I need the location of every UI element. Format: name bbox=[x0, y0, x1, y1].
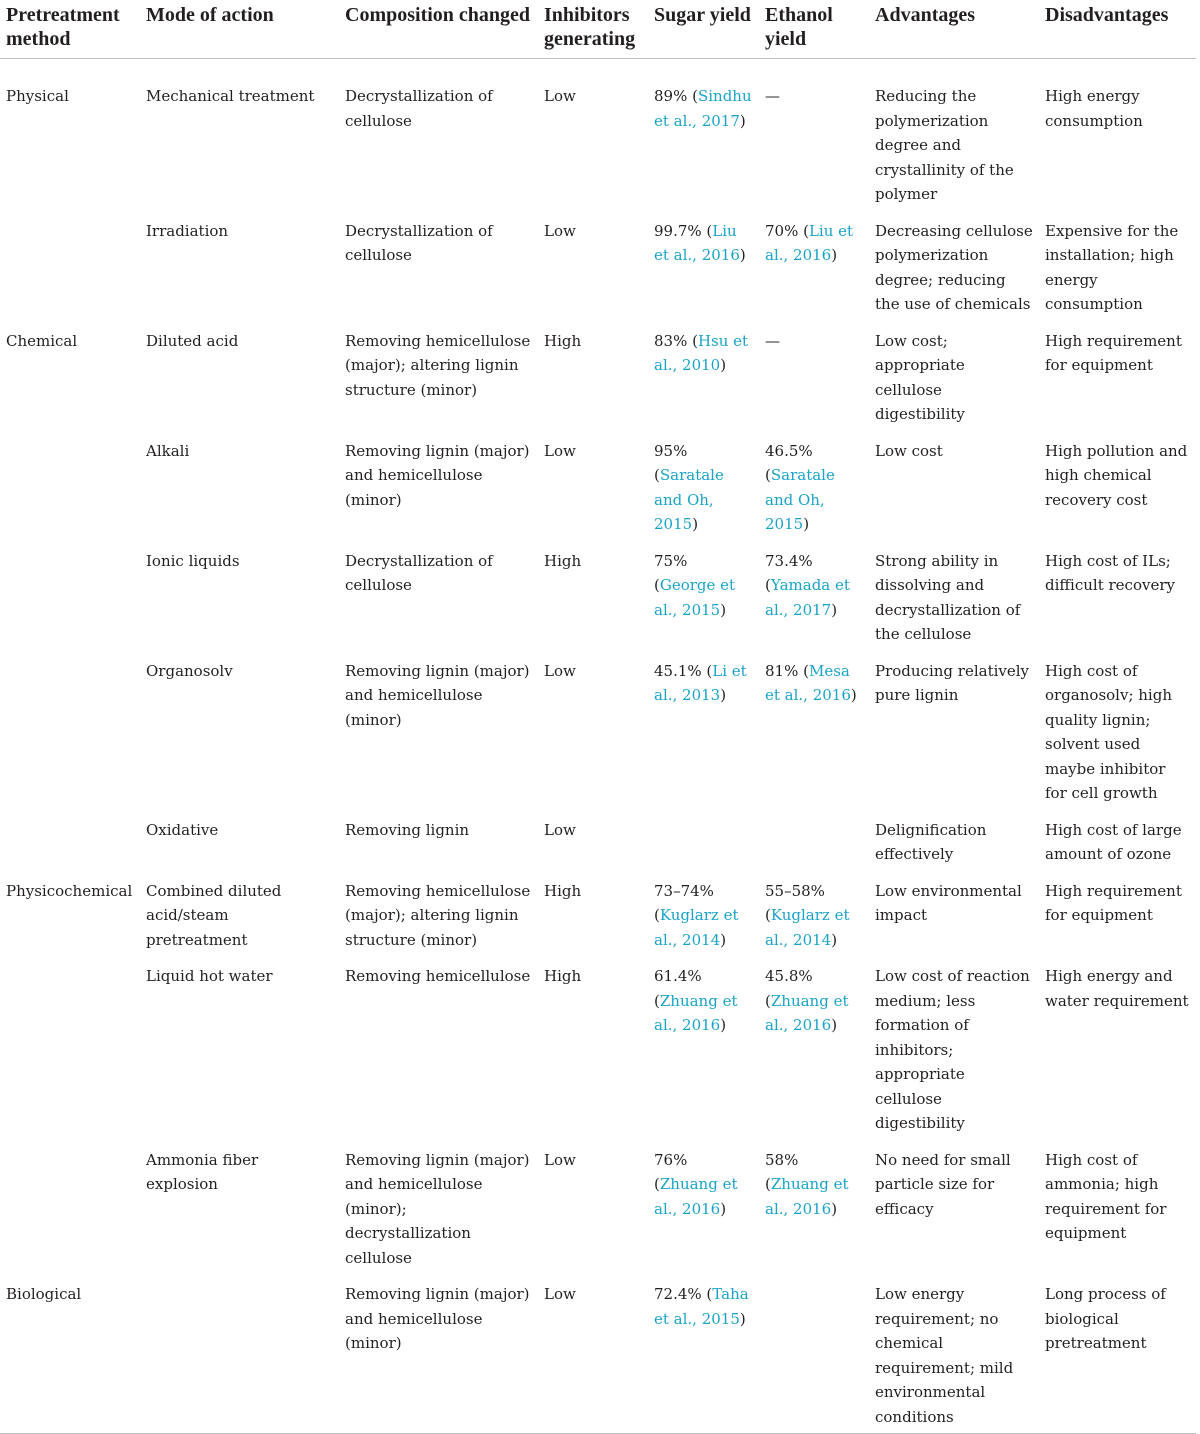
cell-ethanol-yield bbox=[759, 873, 869, 959]
cell-composition: Decrystallization of cellulose bbox=[345, 221, 493, 264]
cell-disadvantages: High cost of ammonia; high requirement for equipment bbox=[1045, 1150, 1167, 1242]
sugar-value: 99.7% ( bbox=[654, 221, 713, 240]
ethanol-value: 70% ( bbox=[765, 221, 809, 240]
table-row bbox=[0, 543, 1196, 653]
cell-method: Biological bbox=[0, 1276, 140, 1434]
cell-advantages: Low cost; appropriate cellulose digestibility bbox=[875, 331, 965, 423]
ethanol-value: 55–58% ( bbox=[765, 881, 825, 924]
sugar-reference-link[interactable]: Li et al., 2013 bbox=[654, 661, 747, 704]
sugar-value: 72.4% ( bbox=[654, 1285, 713, 1303]
sugar-close: ) bbox=[720, 1016, 727, 1034]
cell-method bbox=[0, 812, 140, 873]
ethanol-close: ) bbox=[831, 600, 838, 619]
header-advantages: Advantages bbox=[869, 0, 1039, 59]
cell-sugar-yield bbox=[648, 1276, 759, 1434]
cell-method: Physical bbox=[6, 87, 69, 105]
table-row bbox=[0, 958, 1196, 1142]
sugar-value: 73–74% ( bbox=[654, 881, 714, 924]
cell-ethanol-yield bbox=[759, 433, 869, 543]
header-ethanol-yield: Ethanol yield bbox=[759, 0, 869, 59]
cell-sugar-yield bbox=[648, 1142, 759, 1277]
sugar-value: 89% ( bbox=[654, 87, 698, 105]
cell-ethanol-yield bbox=[759, 323, 869, 433]
cell-ethanol-yield bbox=[759, 653, 869, 812]
cell-mode: Oxidative bbox=[146, 820, 219, 839]
sugar-reference-link[interactable]: Liu et al., 2016 bbox=[654, 221, 740, 264]
cell-advantages: Low cost of reaction medium; less formation of inhibitors; appropriate cellulose digestibility bbox=[875, 967, 1030, 1132]
cell-ethanol-yield bbox=[759, 1276, 869, 1434]
header-mode-of-action: Mode of action bbox=[140, 0, 339, 59]
cell-inhibitors: Low bbox=[544, 441, 576, 460]
cell-composition: Removing hemicellulose (major); altering lignin structure (minor) bbox=[345, 331, 531, 399]
sugar-reference-link[interactable]: Zhuang et al., 2016 bbox=[654, 1175, 738, 1218]
cell-ethanol-yield bbox=[759, 1142, 869, 1277]
ethanol-value: — bbox=[765, 87, 780, 105]
cell-advantages: Low environmental impact bbox=[875, 881, 1022, 924]
ethanol-reference-link[interactable]: Zhuang et al., 2016 bbox=[765, 1175, 849, 1218]
header-composition-changed: Composition changed bbox=[339, 0, 538, 59]
cell-disadvantages: High pollution and high chemical recovery cost bbox=[1045, 441, 1188, 509]
ethanol-reference-link[interactable]: Mesa et al., 2016 bbox=[765, 661, 851, 704]
cell-composition: Removing hemicellulose bbox=[345, 967, 531, 985]
sugar-reference-link[interactable]: Kuglarz et al., 2014 bbox=[654, 906, 739, 949]
table-row bbox=[0, 323, 1196, 433]
header-pretreatment-method: Pretreatment method bbox=[0, 0, 140, 59]
cell-composition: Removing lignin (major) and hemicellulose (minor) bbox=[345, 661, 530, 729]
sugar-reference-link[interactable]: Hsu et al., 2010 bbox=[654, 331, 749, 374]
cell-method: Physicochemical bbox=[6, 881, 133, 900]
sugar-close: ) bbox=[739, 246, 746, 264]
sugar-value: 45.1% ( bbox=[654, 661, 713, 680]
cell-sugar-yield bbox=[648, 958, 759, 1142]
cell-method: Chemical bbox=[6, 331, 78, 350]
ethanol-reference-link[interactable]: Kuglarz et al., 2014 bbox=[765, 906, 850, 949]
cell-sugar-yield bbox=[648, 873, 759, 959]
sugar-reference-link[interactable]: Sindhu et al., 2017 bbox=[654, 87, 752, 130]
cell-inhibitors: Low bbox=[544, 661, 576, 680]
cell-advantages: No need for small particle size for efficacy bbox=[875, 1150, 1011, 1218]
ethanol-reference-link[interactable]: Yamada et al., 2017 bbox=[765, 576, 850, 619]
cell-composition: Removing hemicellulose (major); altering lignin structure (minor) bbox=[345, 881, 531, 949]
ethanol-value: 58% ( bbox=[765, 1150, 799, 1193]
cell-sugar-yield bbox=[648, 323, 759, 433]
cell-inhibitors: High bbox=[544, 967, 582, 985]
cell-method bbox=[0, 213, 140, 323]
ethanol-close: ) bbox=[831, 246, 838, 264]
cell-advantages: Low energy requirement; no chemical requirement; mild environmental conditions bbox=[869, 1276, 1039, 1434]
sugar-close: ) bbox=[720, 930, 727, 949]
ethanol-value: 81% ( bbox=[765, 661, 809, 680]
cell-inhibitors: Low bbox=[544, 820, 576, 839]
ethanol-value: 46.5% ( bbox=[765, 441, 813, 484]
sugar-reference-link[interactable]: Zhuang et al., 2016 bbox=[654, 991, 738, 1034]
cell-sugar-yield bbox=[648, 543, 759, 653]
sugar-close: ) bbox=[739, 111, 746, 130]
cell-advantages: Strong ability in dissolving and decrystallization of the cellulose bbox=[875, 551, 1021, 643]
cell-inhibitors: Low bbox=[544, 221, 576, 240]
sugar-reference-link[interactable]: George et al., 2015 bbox=[654, 576, 736, 619]
cell-sugar-yield bbox=[648, 433, 759, 543]
table-row bbox=[0, 653, 1196, 812]
cell-method bbox=[0, 653, 140, 812]
cell-advantages: Delignification effectively bbox=[875, 820, 987, 863]
cell-inhibitors: Low bbox=[538, 1276, 648, 1434]
cell-mode: Alkali bbox=[146, 441, 190, 460]
cell-composition: Removing lignin (major) and hemicellulose (minor); decrystallization cellulose bbox=[345, 1150, 530, 1267]
cell-disadvantages: High requirement for equipment bbox=[1045, 881, 1182, 924]
ethanol-close: ) bbox=[803, 515, 810, 533]
cell-inhibitors: High bbox=[544, 331, 582, 350]
cell-mode: Ammonia fiber explosion bbox=[146, 1150, 259, 1193]
sugar-reference-link[interactable]: Taha et al., 2015 bbox=[654, 1285, 749, 1328]
sugar-value: 95% ( bbox=[654, 441, 688, 484]
cell-disadvantages: High cost of organosolv; high quality lignin; solvent used maybe inhibitor for cell growth bbox=[1045, 661, 1172, 802]
cell-sugar-yield bbox=[648, 653, 759, 812]
ethanol-reference-link[interactable]: Saratale and Oh, 2015 bbox=[765, 466, 835, 533]
sugar-value: 61.4% ( bbox=[654, 967, 702, 1010]
sugar-value: 83% ( bbox=[654, 331, 698, 350]
cell-composition: Removing lignin (major) and hemicellulose (minor) bbox=[339, 1276, 538, 1434]
ethanol-close: ) bbox=[831, 1199, 838, 1218]
sugar-close: ) bbox=[720, 600, 727, 619]
sugar-close: ) bbox=[692, 515, 699, 533]
sugar-reference-link[interactable]: Saratale and Oh, 2015 bbox=[654, 466, 724, 533]
sugar-close: ) bbox=[720, 356, 727, 374]
cell-ethanol-yield bbox=[759, 213, 869, 323]
cell-disadvantages: Long process of biological pretreatment bbox=[1039, 1276, 1196, 1434]
cell-mode: Ionic liquids bbox=[146, 551, 240, 570]
cell-composition: Removing lignin bbox=[345, 820, 470, 839]
table-row bbox=[0, 59, 1196, 213]
sugar-value: 76% ( bbox=[654, 1150, 688, 1193]
ethanol-value: 45.8% ( bbox=[765, 967, 813, 1010]
table-row bbox=[0, 1142, 1196, 1277]
cell-method bbox=[0, 958, 140, 1142]
cell-inhibitors: Low bbox=[544, 87, 576, 105]
cell-ethanol-yield bbox=[759, 812, 869, 873]
cell-advantages: Reducing the polymerization degree and crystallinity of the polymer bbox=[875, 87, 1014, 203]
sugar-close: ) bbox=[720, 686, 727, 704]
cell-mode: Mechanical treatment bbox=[146, 87, 315, 105]
cell-mode bbox=[140, 1276, 339, 1434]
cell-mode: Liquid hot water bbox=[146, 967, 273, 985]
cell-disadvantages: High cost of ILs; difficult recovery bbox=[1045, 551, 1175, 594]
cell-ethanol-yield bbox=[759, 958, 869, 1142]
cell-advantages: Decreasing cellulose polymerization degree; reducing the use of chemicals bbox=[875, 221, 1033, 313]
ethanol-reference-link[interactable]: Zhuang et al., 2016 bbox=[765, 991, 849, 1034]
cell-ethanol-yield bbox=[759, 543, 869, 653]
cell-disadvantages: High energy and water requirement bbox=[1045, 967, 1189, 1010]
cell-mode: Irradiation bbox=[146, 221, 229, 240]
cell-advantages: Producing relatively pure lignin bbox=[875, 661, 1030, 704]
ethanol-close: ) bbox=[850, 686, 857, 704]
header-row bbox=[0, 0, 1196, 59]
cell-inhibitors: High bbox=[544, 881, 582, 900]
ethanol-value: — bbox=[765, 331, 780, 350]
cell-mode: Organosolv bbox=[146, 661, 233, 680]
cell-method bbox=[0, 543, 140, 653]
table-row bbox=[0, 433, 1196, 543]
cell-composition: Decrystallization of cellulose bbox=[345, 551, 493, 594]
cell-inhibitors: High bbox=[544, 551, 582, 570]
header-inhibitors-generating: Inhibitors generating bbox=[538, 0, 648, 59]
ethanol-close: ) bbox=[831, 930, 838, 949]
sugar-close: ) bbox=[720, 1199, 727, 1218]
table-row bbox=[0, 1276, 1196, 1434]
ethanol-close: ) bbox=[831, 1016, 838, 1034]
header-disadvantages: Disadvantages bbox=[1039, 0, 1196, 59]
cell-method bbox=[0, 433, 140, 543]
cell-sugar-yield bbox=[648, 812, 759, 873]
table-row bbox=[0, 812, 1196, 873]
cell-mode: Combined diluted acid/steam pretreatment bbox=[146, 881, 282, 949]
ethanol-reference-link[interactable]: Liu et al., 2016 bbox=[765, 221, 854, 264]
cell-composition: Removing lignin (major) and hemicellulose (minor) bbox=[345, 441, 530, 509]
cell-sugar-yield bbox=[648, 213, 759, 323]
ethanol-value: 73.4% ( bbox=[765, 551, 813, 594]
cell-sugar-yield bbox=[648, 59, 759, 213]
cell-disadvantages: High energy consumption bbox=[1045, 87, 1143, 130]
sugar-value: 75% ( bbox=[654, 551, 688, 594]
cell-disadvantages: Expensive for the installation; high energy consumption bbox=[1045, 221, 1179, 313]
cell-disadvantages: High requirement for equipment bbox=[1045, 331, 1182, 374]
cell-inhibitors: Low bbox=[544, 1150, 576, 1169]
table-row bbox=[0, 213, 1196, 323]
cell-mode: Diluted acid bbox=[146, 331, 239, 350]
cell-composition: Decrystallization of cellulose bbox=[345, 87, 493, 130]
cell-method bbox=[0, 1142, 140, 1277]
cell-ethanol-yield bbox=[759, 59, 869, 213]
header-sugar-yield: Sugar yield bbox=[648, 0, 759, 59]
cell-disadvantages: High cost of large amount of ozone bbox=[1045, 820, 1182, 863]
sugar-close: ) bbox=[739, 1309, 746, 1328]
table-row bbox=[0, 873, 1196, 959]
cell-advantages: Low cost bbox=[875, 441, 943, 460]
